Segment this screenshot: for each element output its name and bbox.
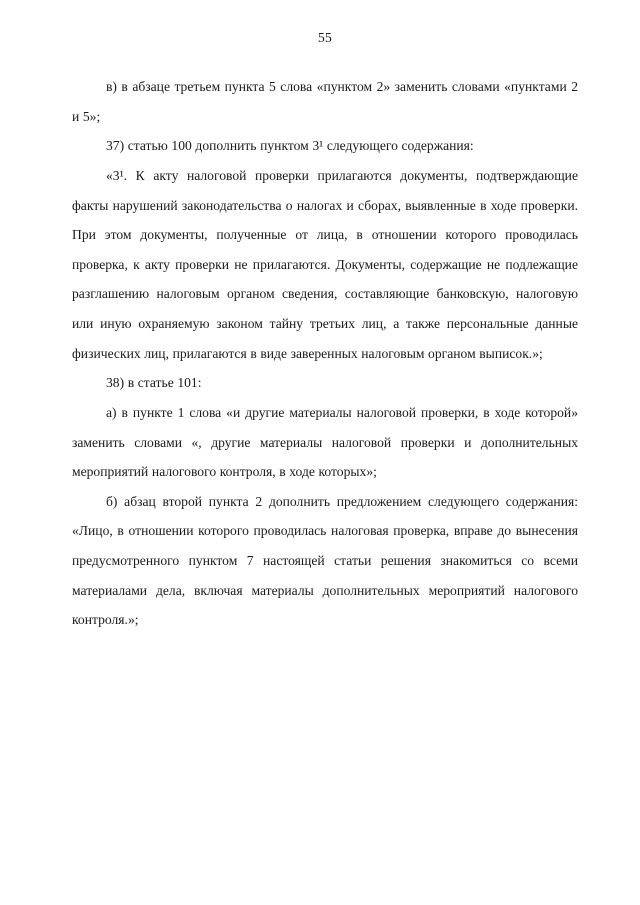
paragraph-4: 38) в статье 101: <box>106 375 202 391</box>
paragraph-6: б) абзац второй пункта 2 дополнить предложением следующего содержания: «Лицо, в отношении которого проводилась налоговая проверка, вправе до вынесения предусмотренного пунктом 7 настоящей статьи решения знакомиться со всеми материалами дела, включая материалы дополнительных мероприятий налогового контроля.»; <box>72 493 578 628</box>
paragraph-3: «3¹. К акту налоговой проверки прилагаются документы, подтверждающие факты нарушений законодательства о налогах и сборах, выявленные в ходе проверки. При этом документы, полученные от лица, в отношении которого проводилась проверка, к акту проверки не прилагаются. Документы, содержащие не подлежащие разглашению налоговым органом сведения, составляющие банковскую, налоговую или иную охраняемую законом тайну третьих лиц, а также персональные данные физических лиц, прилагаются в виде заверенных налоговым органом выписок.»; <box>72 167 578 361</box>
paragraph-2: 37) статью 100 дополнить пунктом 3¹ следующего содержания: <box>106 138 474 154</box>
paragraph-1: в) в абзаце третьем пункта 5 слова «пунктом 2» заменить словами «пунктами 2 и 5»; <box>72 79 578 124</box>
page-number: 55 <box>318 30 332 45</box>
document-body <box>72 72 578 635</box>
paragraph-5: а) в пункте 1 слова «и другие материалы налоговой проверки, в ходе которой» заменить словами «, другие материалы налоговой проверки и дополнительных мероприятий налогового контроля, в ходе которых»; <box>72 404 578 480</box>
